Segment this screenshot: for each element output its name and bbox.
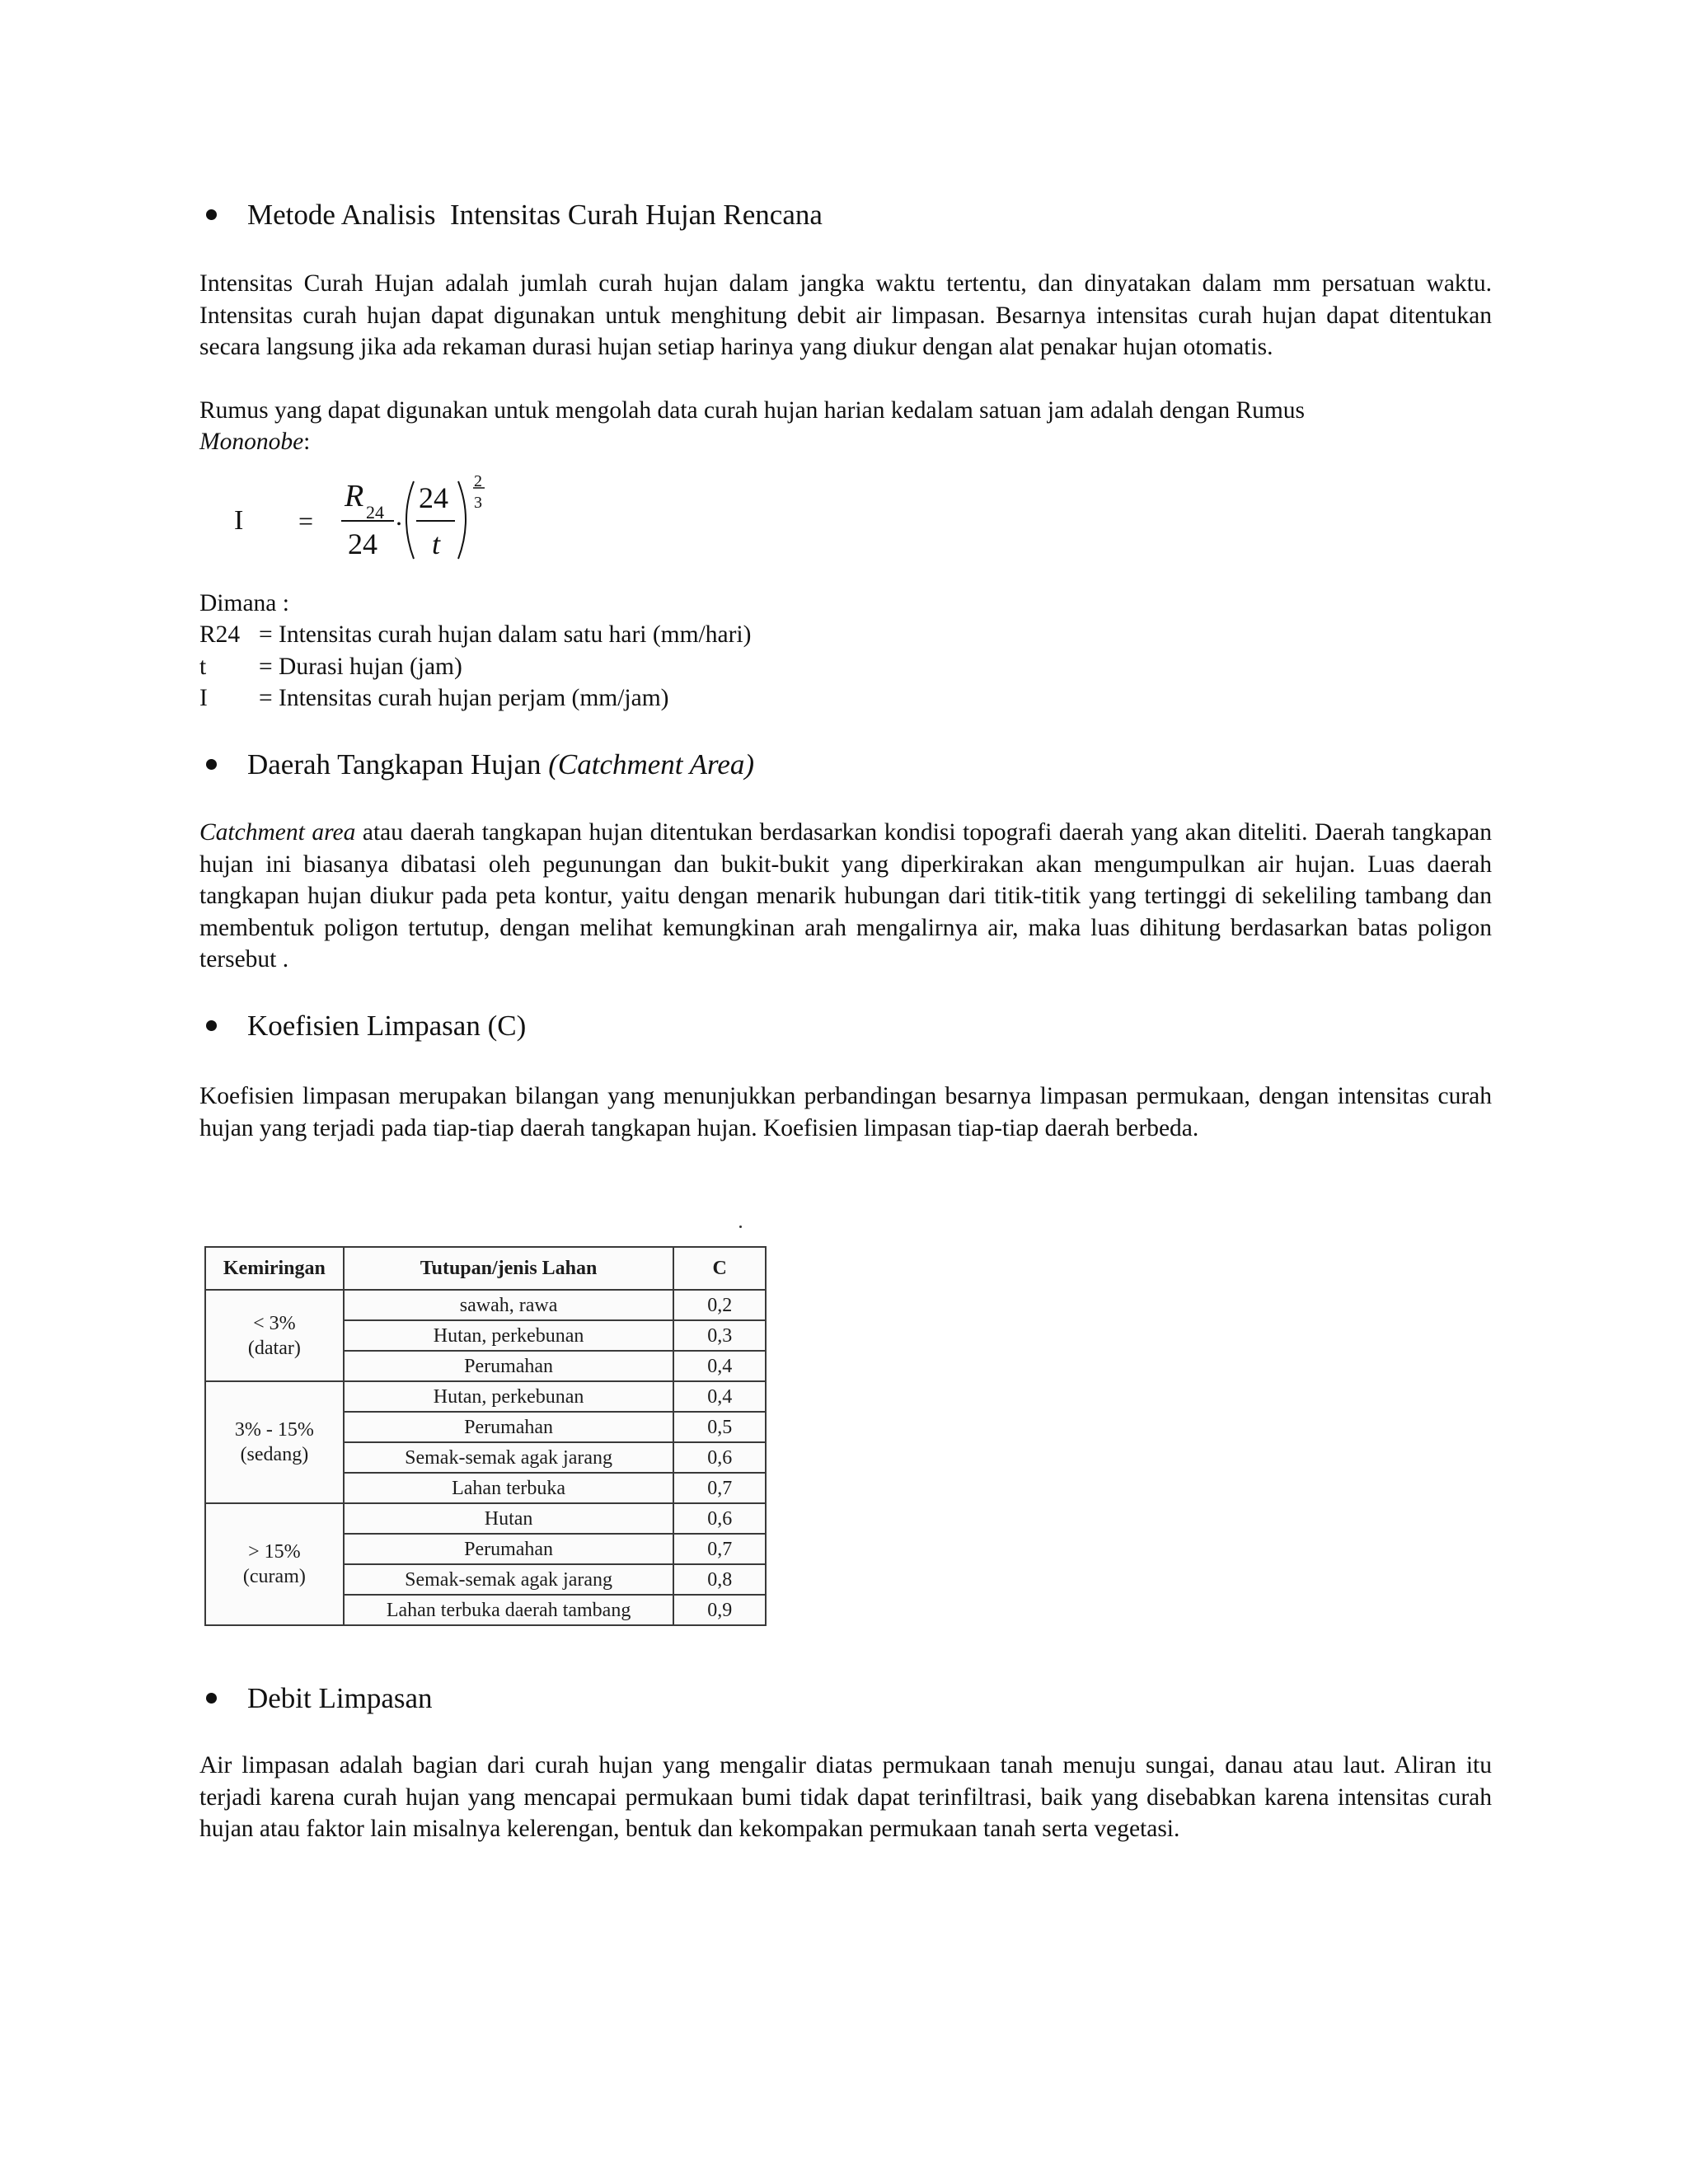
- lead-italic: Catchment area: [199, 819, 356, 846]
- slope-desc: (datar): [247, 1337, 301, 1359]
- table-row: [205, 1290, 766, 1320]
- formula-inner-numerator: 24: [419, 481, 448, 514]
- formula-lhs: I: [234, 505, 244, 536]
- rumus-name-line: [199, 426, 310, 457]
- bullet-icon: [206, 759, 217, 770]
- table-row: [205, 1381, 766, 1412]
- c-value-cell: 0,2: [673, 1290, 766, 1320]
- definition-text: = Intensitas curah hujan perjam (mm/jam): [259, 685, 669, 711]
- definition-symbol: I: [199, 685, 208, 711]
- section-heading-koefisien: [247, 1010, 526, 1043]
- definition-row: [199, 619, 751, 650]
- rumus-text: Rumus yang dapat digunakan untuk mengolah data curah hujan harian kedalam satuan jam adalah dengan Rumus: [199, 397, 1306, 424]
- c-value-cell: 0,5: [673, 1412, 766, 1442]
- land-cover-cell: Semak-semak agak jarang: [344, 1442, 674, 1473]
- paragraph-text: Koefisien limpasan merupakan bilangan yang menunjukkan perbandingan besarnya limpasan permukaan, dengan intensitas curah hujan yang terjadi pada tiap-tiap daerah tangkapan hujan. Koefisien limpasan tiap-tiap daerah berbeda.: [199, 1083, 1492, 1141]
- rumus-line: [199, 395, 1305, 426]
- c-value-cell: 0,4: [673, 1381, 766, 1412]
- paragraph-koefisien: [199, 1080, 1492, 1144]
- table-header-row: [205, 1247, 766, 1290]
- paragraph-body: atau daerah tangkapan hujan ditentukan berdasarkan kondisi topografi daerah yang akan diteliti. Daerah tangkapan hujan ini biasanya dibatasi oleh pegunungan dan bukit-bukit yang diperkirakan akan mengumpulkan air hujan. Luas daerah tangkapan hujan diukur pada peta kontur, yaitu dengan menarik hubungan dari titik-titik yang tertinggi di sekeliling tambang dan membentuk poligon tertutup, dengan melihat kemungkinan arah mengalirnya air, maka luas dihitung berdasarkan batas poligon tersebut .: [199, 819, 1492, 972]
- definition-text: = Intensitas curah hujan dalam satu hari (mm/hari): [259, 621, 752, 648]
- bullet-icon: [206, 209, 217, 220]
- slope-value: 3% - 15%: [234, 1419, 314, 1441]
- land-cover-cell: Perumahan: [344, 1351, 674, 1381]
- bullet-icon: [206, 1020, 217, 1031]
- heading-text: Debit Limpasan: [247, 1682, 433, 1714]
- definition-row: [199, 682, 669, 714]
- formula-dot: .: [396, 501, 402, 531]
- section-heading-intensitas: [247, 199, 823, 232]
- heading-text: Daerah Tangkapan Hujan: [247, 748, 542, 780]
- land-cover-cell: Hutan: [344, 1503, 674, 1534]
- slope-value: < 3%: [253, 1312, 296, 1334]
- slope-desc: (curam): [242, 1566, 306, 1587]
- paragraph-catchment: [199, 817, 1492, 976]
- c-value-cell: 0,3: [673, 1320, 766, 1351]
- definition-symbol: R24: [199, 621, 241, 648]
- heading-text: Metode Analisis Intensitas Curah Hujan Rencana: [247, 199, 823, 231]
- section-heading-catchment: [247, 748, 754, 781]
- slope-group-cell: [205, 1290, 344, 1381]
- formula-R: R: [345, 479, 364, 513]
- land-cover-cell: Lahan terbuka daerah tambang: [344, 1595, 674, 1625]
- heading-text: Koefisien Limpasan (C): [247, 1010, 527, 1042]
- c-value-cell: 0,6: [673, 1442, 766, 1473]
- formula-exponent-numerator: 2: [474, 472, 482, 490]
- c-value-cell: 0,8: [673, 1564, 766, 1595]
- column-header: C: [673, 1247, 766, 1290]
- paragraph-debit: [199, 1750, 1492, 1845]
- land-cover-cell: Perumahan: [344, 1534, 674, 1564]
- c-value-cell: 0,9: [673, 1595, 766, 1625]
- formula-denominator: 24: [348, 527, 377, 560]
- slope-group-cell: [205, 1381, 344, 1503]
- rumus-name: Mononobe: [199, 429, 304, 455]
- dimana-title: Dimana :: [199, 590, 289, 616]
- stray-mark: [739, 1226, 742, 1228]
- paragraph-intensitas: [199, 268, 1492, 363]
- heading-italic-text: (Catchment Area): [548, 748, 755, 780]
- land-cover-cell: Hutan, perkebunan: [344, 1320, 674, 1351]
- paragraph-text: Air limpasan adalah bagian dari curah hujan yang mengalir diatas permukaan tanah menuju sungai, danau atau laut. Aliran itu terjadi karena curah hujan yang mencapai permukaan bumi tidak dapat terinfiltrasi, baik yang disebabkan karena intensitas curah hujan atau faktor lain misalnya kelerengan, bentuk dan kekompakan permukaan tanah serta vegetasi.: [199, 1752, 1492, 1842]
- table-row: [205, 1503, 766, 1534]
- paragraph-text: [199, 817, 1492, 976]
- column-header: Kemiringan: [205, 1247, 344, 1290]
- formula-equals: =: [298, 506, 314, 536]
- definition-symbol: t: [199, 654, 207, 680]
- land-cover-cell: Semak-semak agak jarang: [344, 1564, 674, 1595]
- section-heading-debit: [247, 1682, 433, 1715]
- mononobe-formula: [231, 470, 511, 577]
- slope-value: > 15%: [248, 1541, 301, 1563]
- runoff-coefficient-table: [204, 1246, 767, 1625]
- land-cover-cell: Lahan terbuka: [344, 1473, 674, 1503]
- c-value-cell: 0,6: [673, 1503, 766, 1534]
- land-cover-cell: Hutan, perkebunan: [344, 1381, 674, 1412]
- slope-group-cell: [205, 1503, 344, 1625]
- land-cover-cell: Perumahan: [344, 1412, 674, 1442]
- c-value-cell: 0,4: [673, 1351, 766, 1381]
- definition-text: = Durasi hujan (jam): [259, 654, 462, 680]
- slope-desc: (sedang): [240, 1444, 309, 1465]
- column-header: Tutupan/jenis Lahan: [344, 1247, 674, 1290]
- formula-inner-denominator: t: [432, 527, 441, 560]
- formula-lines: [231, 470, 511, 577]
- definition-row: [199, 651, 462, 682]
- formula-exponent-denominator: 3: [474, 494, 482, 512]
- c-value-cell: 0,7: [673, 1534, 766, 1564]
- c-value-cell: 0,7: [673, 1473, 766, 1503]
- land-cover-cell: sawah, rawa: [344, 1290, 674, 1320]
- bullet-icon: [206, 1693, 217, 1704]
- paragraph-text: Intensitas Curah Hujan adalah jumlah curah hujan dalam jangka waktu tertentu, dan dinyatakan dalam mm persatuan waktu. Intensitas curah hujan dapat digunakan untuk menghitung debit air limpasan. Besarnya intensitas curah hujan dapat ditentukan secara langsung jika ada rekaman durasi hujan setiap harinya yang diukur dengan alat penakar hujan otomatis.: [199, 270, 1492, 360]
- rumus-colon: :: [303, 429, 311, 455]
- formula-R-subscript: 24: [366, 502, 384, 523]
